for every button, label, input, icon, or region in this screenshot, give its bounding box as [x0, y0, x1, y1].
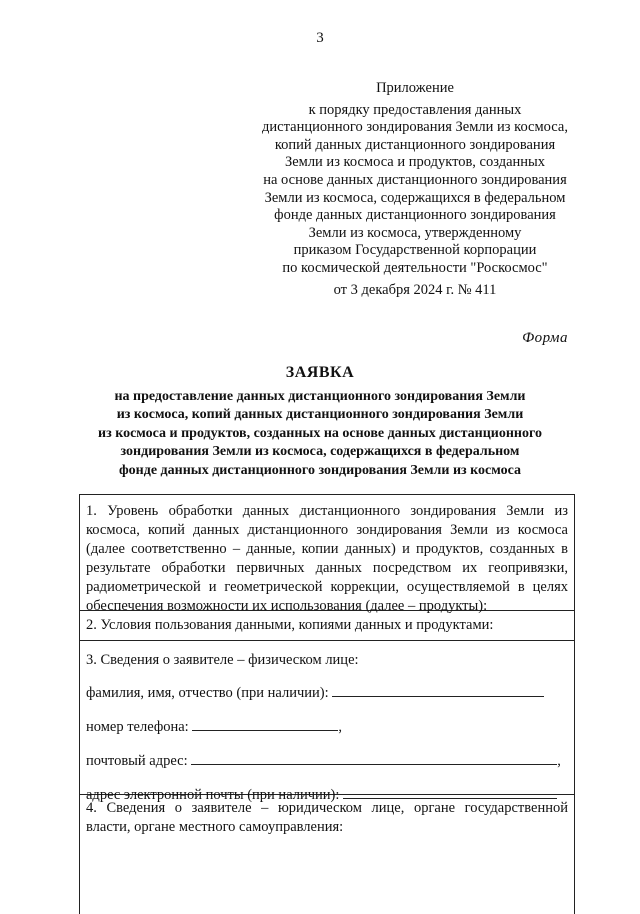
application-form-table: [79, 494, 575, 914]
subtitle-line: на предоставление данных дистанционного зондирования Земли: [114, 389, 526, 404]
appendix-line: Земли из космоса и продуктов, созданных: [284, 154, 546, 171]
section-heading: 3. Сведения о заявителе – физическом лице:: [86, 652, 359, 668]
appendix-line: дистанционного зондирования Земли из космоса,: [262, 119, 568, 136]
email-field[interactable]: [343, 784, 557, 799]
appendix-heading: Приложение: [376, 80, 454, 96]
section-processing-level: 1. Уровень обработки данных дистанционного зондирования Земли из космоса, копий данных дистанционного зондирования Земли из космоса (далее соответственно – данные, копии данных) и продуктов, созданных в результате обработки первичных данных посредством их геопривязки, радиометрической и геометрической коррекции, осуществляемой в целях обеспечения возможности их использования (далее – продукты):: [80, 494, 574, 610]
section-individual-applicant: [80, 640, 574, 803]
phone-suffix: ,: [338, 719, 342, 735]
subtitle-line: фонде данных дистанционного зондирования Земли из космоса: [119, 462, 521, 478]
form-label: Форма: [522, 330, 568, 346]
postal-address-label: почтовый адрес:: [86, 753, 188, 769]
page-number: 3: [316, 30, 324, 46]
appendix-line: по космической деятельности "Роскосмос": [282, 259, 548, 276]
appendix-line: Земли из космоса, утвержденному: [308, 224, 522, 241]
appendix-line: копий данных дистанционного зондирования: [274, 136, 556, 153]
phone-label: номер телефона:: [86, 719, 189, 735]
appendix-line: фонде данных дистанционного зондирования: [274, 207, 556, 224]
subtitle-line: зондирования Земли из космоса, содержащихся в федеральном: [120, 444, 520, 460]
full-name-label: фамилия, имя, отчество (при наличии):: [86, 685, 329, 701]
full-name-row: [86, 682, 568, 716]
appendix-block: [245, 80, 585, 299]
postal-address-row: [86, 750, 568, 784]
subtitle-line: из космоса, копий данных дистанционного зондирования Земли: [116, 407, 524, 423]
full-name-field[interactable]: [332, 682, 544, 697]
subtitle-line: из космоса и продуктов, созданных на основе данных дистанционного: [98, 425, 542, 441]
section-usage-conditions: 2. Условия пользования данными, копиями данных и продуктами:: [80, 610, 574, 640]
document-subtitle: [70, 388, 570, 480]
appendix-line: на основе данных дистанционного зондирования: [263, 171, 567, 188]
appendix-basis: от 3 декабря 2024 г. № 411: [333, 281, 497, 298]
section-legal-entity-applicant: 4. Сведения о заявителе – юридическом лице, органе государственной власти, органе местного самоуправления:: [80, 794, 574, 837]
postal-address-suffix: ,: [557, 753, 561, 769]
appendix-line: приказом Государственной корпорации: [293, 242, 537, 259]
phone-row: [86, 716, 568, 750]
appendix-line: к порядку предоставления данных: [308, 101, 522, 118]
phone-field[interactable]: [192, 716, 338, 731]
postal-address-field[interactable]: [191, 750, 557, 765]
appendix-line: Земли из космоса, содержащихся в федеральном: [264, 189, 566, 206]
document-title: ЗАЯВКА: [285, 364, 355, 381]
email-label: адрес электронной почты (при наличии):: [86, 787, 340, 803]
